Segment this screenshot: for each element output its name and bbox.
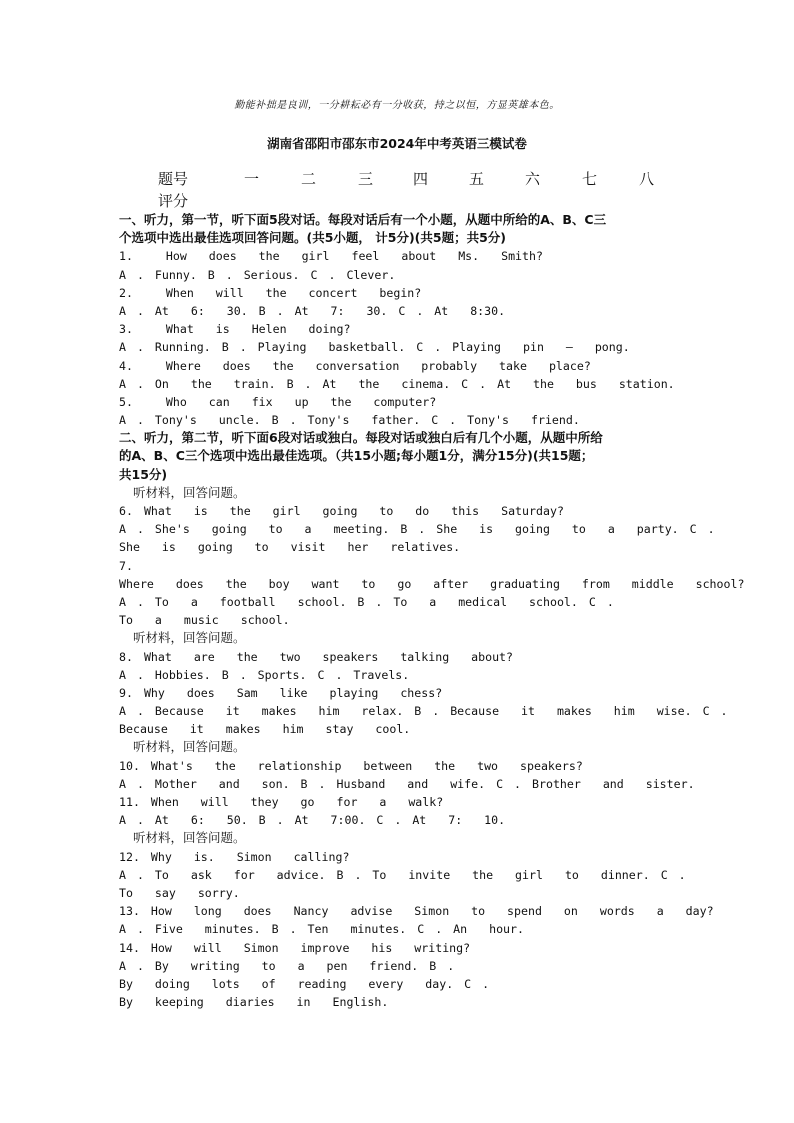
section-instruction: 二、听力，第二节，听下面6段对话或独白。每段对话或独白后有几个小题，从题中所给 — [119, 430, 603, 446]
question-line: A . Mother and son. B . Husband and wife. C . Brother and sister. — [119, 776, 695, 791]
question-line: Where does the boy want to go after graduating from middle school? — [119, 576, 745, 591]
question-line: A . Funny. B . Serious. C . Clever. — [119, 267, 396, 282]
score-table-column: 一 — [244, 170, 260, 188]
question-line: A . At 6: 50. B . At 7:00. C . At 7: 10. — [119, 813, 506, 828]
question-line: 14. How will Simon improve his writing? — [119, 940, 471, 955]
section-instruction: 听材料，回答问题。 — [133, 830, 246, 846]
score-table-score-label: 评分 — [158, 192, 189, 210]
score-table-column: 二 — [301, 170, 317, 188]
question-line: By doing lots of reading every day. C . — [119, 976, 490, 991]
question-line: 5. Who can fix up the computer? — [119, 394, 437, 409]
question-line: A . By writing to a pen friend. B . — [119, 958, 455, 973]
question-line: By keeping diaries in English. — [119, 995, 389, 1010]
question-line: 6. What is the girl going to do this Saturday? — [119, 504, 564, 518]
question-line: A . Because it makes him relax. B . Because it makes him wise. C . — [119, 704, 728, 719]
question-line: A . Running. B . Playing basketball. C . Playing pin – pong. — [119, 340, 630, 355]
score-table-column: 五 — [469, 170, 485, 188]
question-line: 8. What are the two speakers talking about? — [119, 649, 514, 664]
question-line: She is going to visit her relatives. — [119, 540, 461, 555]
question-line: A . To ask for advice. B . To invite the girl to dinner. C . — [119, 867, 686, 882]
question-line: 11. When will they go for a walk? — [119, 795, 444, 809]
section-instruction: 听材料，回答问题。 — [133, 739, 246, 755]
score-table-column: 六 — [525, 170, 541, 188]
section-instruction: 共15分) — [119, 466, 168, 482]
exam-body — [119, 211, 745, 1011]
score-table-column: 八 — [639, 170, 655, 188]
question-line: 1. How does the girl feel about Ms. Smith? — [119, 249, 543, 264]
question-line: A . On the train. B . At the cinema. C . At the bus station. — [119, 376, 675, 391]
question-line: A . To a football school. B . To a medical school. C . — [119, 594, 614, 609]
exam-title: 湖南省邵阳市邵东市2024年中考英语三模试卷 — [267, 136, 527, 151]
section-instruction: 听材料，回答问题。 — [133, 630, 246, 646]
score-table-column: 三 — [358, 170, 374, 188]
question-line: 12. Why is. Simon calling? — [119, 849, 350, 864]
question-line: 9. Why does Sam like playing chess? — [119, 685, 443, 700]
question-line: A . Tony's uncle. B . Tony's father. C . Tony's friend. — [119, 413, 580, 428]
question-line: A . Five minutes. B . Ten minutes. C . An hour. — [119, 922, 525, 937]
question-line: A . At 6: 30. B . At 7: 30. C . At 8:30. — [119, 303, 506, 318]
question-line: 13. How long does Nancy advise Simon to spend on words a day? — [119, 904, 714, 919]
question-line: A . Hobbies. B . Sports. C . Travels. — [119, 667, 410, 682]
question-line: 7. — [119, 558, 133, 573]
header-motto: 勤能补拙是良训，一分耕耘必有一分收获，持之以恒，方显英雄本色。 — [234, 100, 560, 111]
section-instruction: 听材料，回答问题。 — [133, 484, 246, 500]
section-instruction: 的A、B、C三个选项中选出最佳选项。（共15小题;每小题1分，满分15分)(共15题； — [119, 448, 594, 464]
question-line: 3. What is Helen doing? — [119, 322, 351, 337]
score-table-row-label: 题号 — [158, 170, 189, 188]
section-instruction: 一、听力，第一节，听下面5段对话。每段对话后有一个小题，从题中所给的A、B、C三 — [119, 212, 607, 227]
question-line: To a music school. — [119, 613, 290, 628]
question-line: 10. What's the relationship between the two speakers? — [119, 758, 583, 773]
score-table-column: 四 — [413, 170, 429, 188]
score-table-column: 七 — [582, 170, 598, 188]
question-line: A . She's going to a meeting. B . She is going to a party. C . — [119, 522, 715, 537]
score-table-header-row — [158, 168, 678, 190]
question-line: 4. Where does the conversation probably take place? — [119, 358, 591, 373]
question-line: To say sorry. — [119, 885, 240, 900]
question-line: 2. When will the concert begin? — [119, 285, 422, 300]
question-line: Because it makes him stay cool. — [119, 722, 411, 737]
section-instruction: 个选项中选出最佳选项回答问题。(共5小题， 计5分)(共5题；共5分) — [119, 230, 506, 246]
